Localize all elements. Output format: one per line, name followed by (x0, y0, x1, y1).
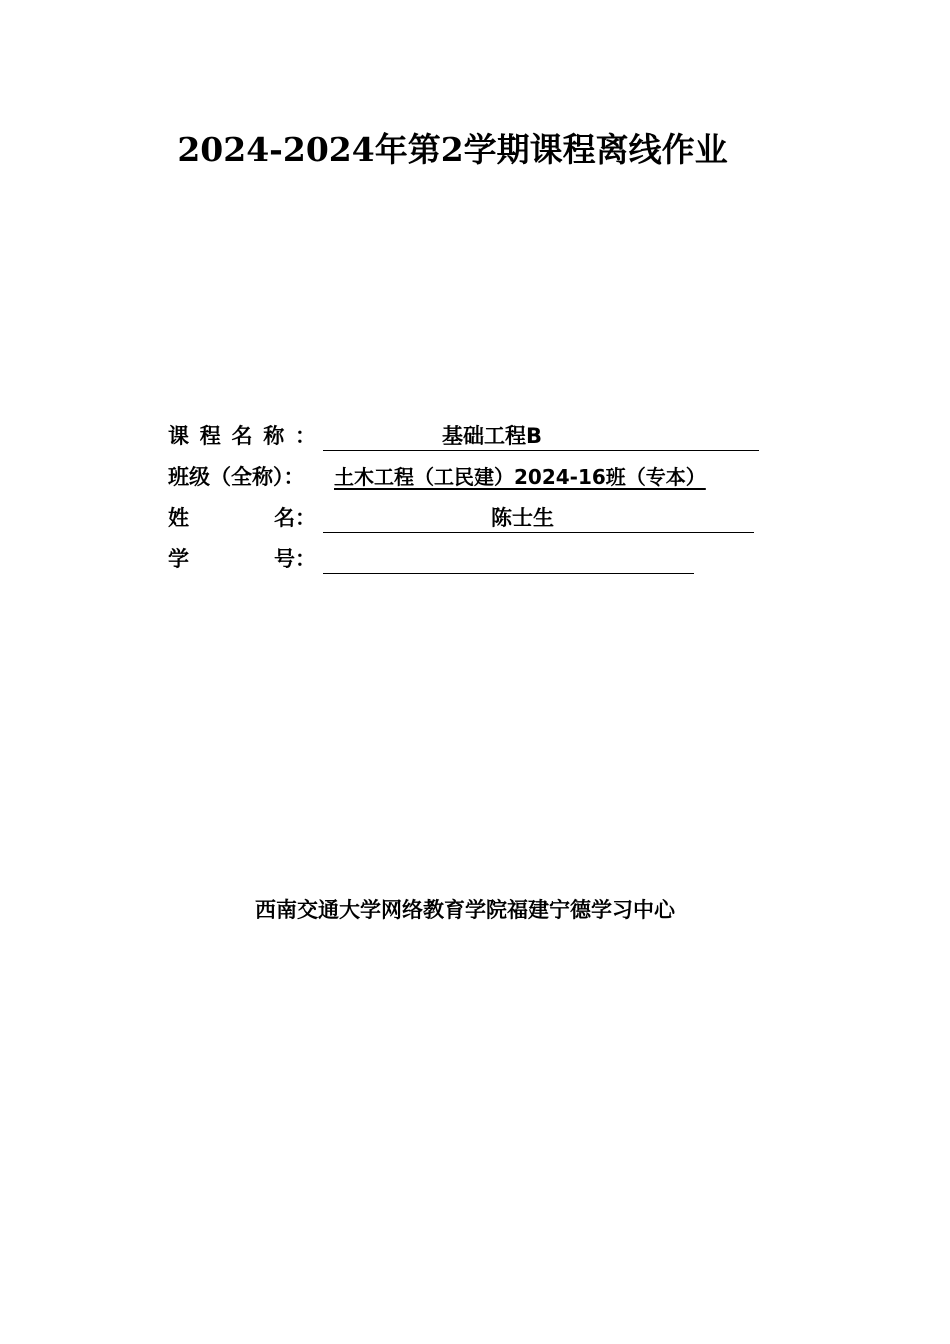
name-label-char: 姓 (168, 506, 189, 530)
course-label-char: 称 (263, 424, 285, 448)
course-label-char: ： (295, 424, 316, 448)
name-value: 陈士生 (491, 506, 554, 530)
document-title: 2024-2024年第2学期课程离线作业 (177, 130, 728, 169)
student-id-row (168, 543, 768, 575)
class-row (168, 461, 768, 493)
student-id-label-char: ： (295, 547, 316, 571)
student-id-label (168, 543, 316, 575)
name-label-char: ： (295, 506, 316, 530)
course-label-char: 名 (231, 424, 253, 448)
student-id-label-char: 学 (168, 547, 189, 571)
name-row (168, 502, 768, 534)
student-id-label-char: 号 (274, 547, 295, 571)
name-label (168, 502, 316, 534)
course-label (168, 420, 316, 452)
course-value: 基础工程B (442, 424, 543, 448)
student-id-underline (323, 543, 694, 574)
name-label-char: 名 (274, 506, 295, 530)
class-label: 班级（全称）： (168, 465, 305, 489)
course-label-char: 程 (199, 424, 221, 448)
course-row (168, 420, 768, 452)
class-value: 土木工程（工民建）2024-16班（专本） (334, 465, 706, 489)
institution-footer: 西南交通大学网络教育学院福建宁德学习中心 (255, 898, 675, 922)
course-label-char: 课 (168, 424, 189, 448)
